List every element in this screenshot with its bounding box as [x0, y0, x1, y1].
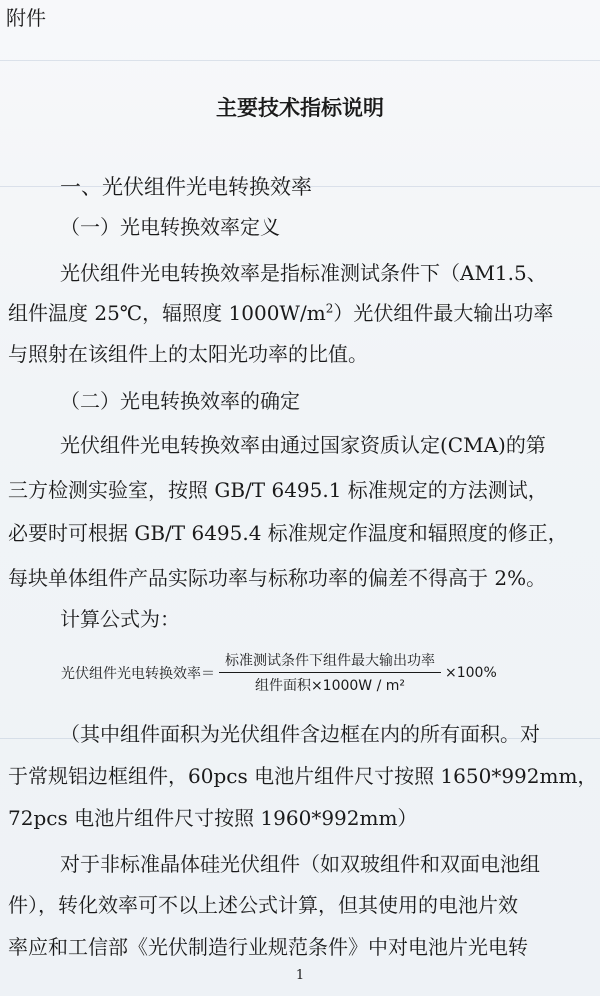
formula-intro: 计算公式为： — [60, 607, 180, 631]
paragraph-line: 三方检测实验室，按照 GB/T 6495.1 标准规定的方法测试， — [8, 478, 548, 502]
paragraph-line: 率应和工信部《光伏制造行业规范条件》中对电池片光电转 — [8, 935, 528, 959]
paragraph-line: 光伏组件光电转换效率是指标准测试条件下（AM1.5、 — [60, 261, 547, 285]
paragraph-line: 光伏组件光电转换效率由通过国家资质认定(CMA)的第 — [60, 433, 546, 457]
annex-label: 附件 — [6, 6, 46, 30]
paragraph-line: 对于非标准晶体硅光伏组件（如双玻组件和双面电池组 — [60, 852, 540, 876]
superscript: 2 — [325, 301, 334, 316]
paragraph-line: 72pcs 电池片组件尺寸按照 1960*992mm） — [8, 806, 418, 830]
formula-lhs: 光伏组件光电转换效率＝ — [61, 665, 215, 682]
formula-denominator: 组件面积×1000W / m² — [254, 678, 406, 694]
formula-rhs: ×100% — [445, 664, 497, 681]
paragraph-line: 必要时可根据 GB/T 6495.4 标准规定作温度和辐照度的修正， — [8, 521, 568, 545]
paragraph-line: 于常规铝边框组件，60pcs 电池片组件尺寸按照 1650*992mm， — [8, 764, 598, 788]
paragraph-line-part: 组件温度 25℃，辐照度 1000W/m — [8, 301, 326, 325]
paragraph-line — [8, 301, 553, 325]
subsection-heading: （二）光电转换效率的确定 — [60, 389, 300, 413]
paragraph-line: （其中组件面积为光伏组件含边框在内的所有面积。对 — [60, 722, 540, 746]
efficiency-formula — [61, 650, 497, 695]
paragraph-line: 件），转化效率可不以上述公式计算，但其使用的电池片效 — [8, 893, 518, 917]
paragraph-line: 与照射在该组件上的太阳光功率的比值。 — [8, 342, 368, 366]
formula-fraction — [219, 650, 441, 695]
document-title: 主要技术指标说明 — [216, 95, 384, 120]
formula-numerator: 标准测试条件下组件最大输出功率 — [225, 653, 435, 669]
scan-artifact-line — [0, 60, 600, 61]
section-heading: 一、光伏组件光电转换效率 — [60, 175, 312, 199]
paragraph-line-part: ）光伏组件最大输出功率 — [333, 301, 554, 325]
page-number: 1 — [295, 968, 305, 983]
paragraph-line: 每块单体组件产品实际功率与标称功率的偏差不得高于 2%。 — [8, 566, 547, 590]
subsection-heading: （一）光电转换效率定义 — [60, 215, 280, 239]
